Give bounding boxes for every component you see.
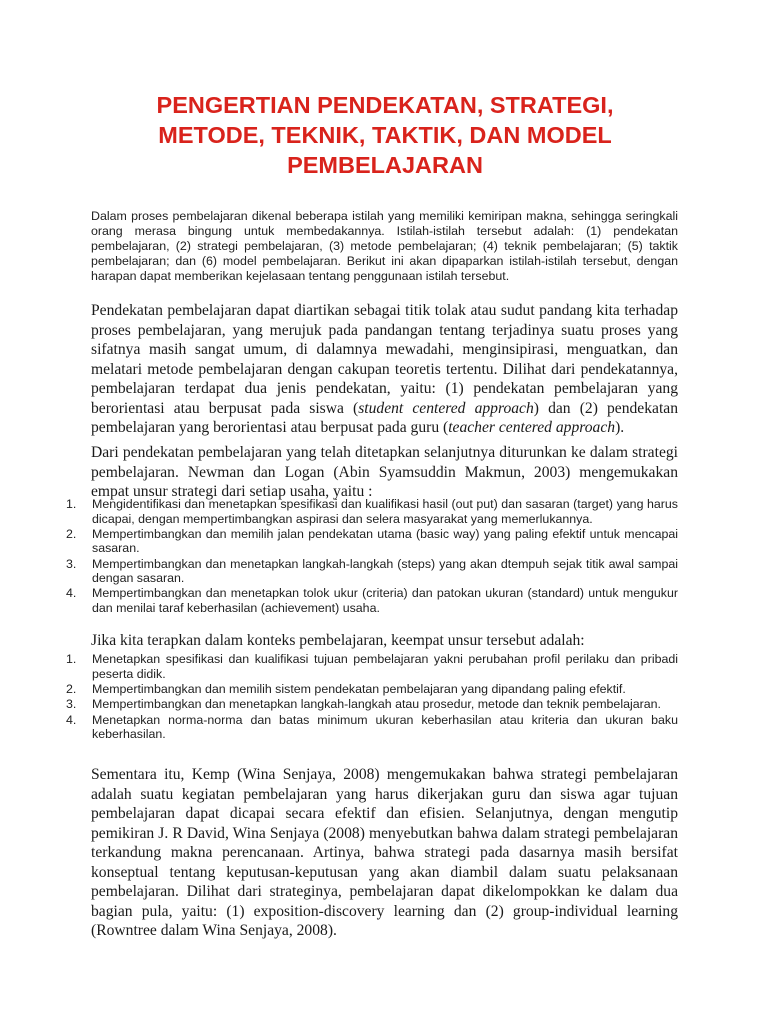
strategy-paragraph: Dari pendekatan pembelajaran yang telah ditetapkan selanjutnya diturunkan ke dalam strategi pembelajaran. Newman dan Logan (Abin Syamsuddin Makmun, 2003) mengemukakan empat unsur strategi dari setiap usaha, yaitu :	[91, 444, 678, 500]
context-paragraph: Jika kita terapkan dalam konteks pembelajaran, keempat unsur tersebut adalah:	[91, 632, 585, 649]
list-number: 1.	[66, 497, 77, 511]
title-line: PEMBELAJARAN	[287, 152, 483, 178]
list-item	[66, 586, 678, 615]
kemp-paragraph: Sementara itu, Kemp (Wina Senjaya, 2008) mengemukakan bahwa strategi pembelajaran adalah suatu kegiatan pembelajaran yang harus dikerjakan guru dan siswa agar tujuan pembelajaran dapat dicapai secara efektif dan efisien. Selanjutnya, dengan mengutip pemikiran J. R David, Wina Senjaya (2008) menyebutkan bahwa dalam strategi pembelajaran terkandung makna perencanaan. Artinya, bahwa strategi pada dasarnya masih bersifat konseptual tentang keputusan-keputusan yang akan diambil dalam suatu pelaksanaan pembelajaran. Dilihat dari strateginya, pembelajaran dapat dikelompokkan ke dalam dua bagian pula, yaitu: (1) exposition-discovery learning dan (2) group-individual learning (Rowntree dalam Wina Senjaya, 2008).	[91, 766, 678, 939]
list-number: 4.	[66, 586, 77, 601]
intro-paragraph: Dalam proses pembelajaran dikenal beberapa istilah yang memiliki kemiripan makna, sehingga seringkali orang merasa bingung untuk membedakannya. Istilah-istilah tersebut adalah: (1) pendekatan pembelajaran, (2) strategi pembelajaran, (3) metode pembelajaran; (4) teknik pembelajaran; (5) taktik pembelajaran; dan (6) model pembelajaran. Berikut ini akan dipaparkan istilah-istilah tersebut, dengan harapan dapat memberikan kejelasaan tentang penggunaan istilah tersebut.	[91, 209, 678, 283]
approach-italic-b: teacher centered approach	[448, 419, 616, 436]
strategy-elements-list	[66, 497, 678, 616]
list-number: 2.	[66, 526, 77, 541]
list-text: Menetapkan spesifikasi dan kualifikasi tujuan pembelajaran yakni perubahan profil perilaku dan pribadi peserta didik.	[92, 652, 678, 681]
list-item	[66, 713, 678, 742]
list-number: 3.	[66, 556, 77, 571]
learning-elements-list	[66, 652, 678, 743]
approach-italic-a: student centered approach	[358, 399, 534, 417]
list-number: 3.	[66, 697, 77, 712]
list-text: Mempertimbangkan dan memilih jalan pendekatan utama (basic way) yang paling efektif untuk mencapai sasaran.	[92, 526, 678, 556]
list-text: Mempertimbangkan dan menetapkan langkah-langkah (steps) yang akan dtempuh sejak titik awal sampai dengan sasaran.	[92, 556, 678, 586]
approach-text-c: ).	[615, 419, 625, 436]
list-text: Mempertimbangkan dan memilih sistem pendekatan pembelajaran yang dipandang paling efektif.	[92, 681, 626, 696]
approach-text-b: ) dan (2) pendekatan pembelajaran yang berorientasi atau berpusat pada guru (	[91, 399, 678, 436]
list-item	[66, 497, 678, 526]
list-item	[66, 697, 678, 712]
list-text: Menetapkan norma-norma dan batas minimum ukuran keberhasilan atau kriteria dan ukuran baku keberhasilan.	[92, 712, 678, 742]
list-item	[66, 682, 678, 697]
page-title	[80, 90, 690, 180]
list-text: Mengidentifikasi dan menetapkan spesifikasi dan kualifikasi hasil (out put) dan sasaran (target) yang harus dicapai, dengan mempertimbangkan aspirasi dan selera masyarakat yang memerlukannya.	[92, 497, 678, 526]
approach-text-a: Pendekatan pembelajaran dapat diartikan sebagai titik tolak atau sudut pandang kita terhadap proses pembelajaran, yang merujuk pada pandangan tentang terjadinya suatu proses yang sifatnya masih sangat umum, di dalamnya mewadahi, menginsipirasi, menguatkan, dan melatari metode pembelajaran dengan cakupan teoretis tertentu. Dilihat dari pendekatannya, pembelajaran terdapat dua jenis pendekatan, yaitu: (1) pendekatan pembelajaran yang berorientasi atau berpusat pada siswa (	[91, 302, 678, 417]
list-item	[66, 557, 678, 586]
list-text: Mempertimbangkan dan menetapkan tolok ukur (criteria) dan patokan ukuran (standard) untuk mengukur dan menilai taraf keberhasilan (achievement) usaha.	[92, 586, 678, 615]
list-number: 1.	[66, 652, 77, 666]
approach-paragraph	[91, 301, 678, 438]
list-item	[66, 652, 678, 681]
list-number: 4.	[66, 712, 77, 727]
list-item	[66, 527, 678, 556]
list-number: 2.	[66, 681, 77, 696]
title-line: PENGERTIAN PENDEKATAN, STRATEGI,	[156, 92, 614, 118]
title-line: METODE, TEKNIK, TAKTIK, DAN MODEL	[158, 122, 612, 148]
list-text: Mempertimbangkan dan menetapkan langkah-langkah atau prosedur, metode dan teknik pembelajaran.	[92, 697, 661, 712]
